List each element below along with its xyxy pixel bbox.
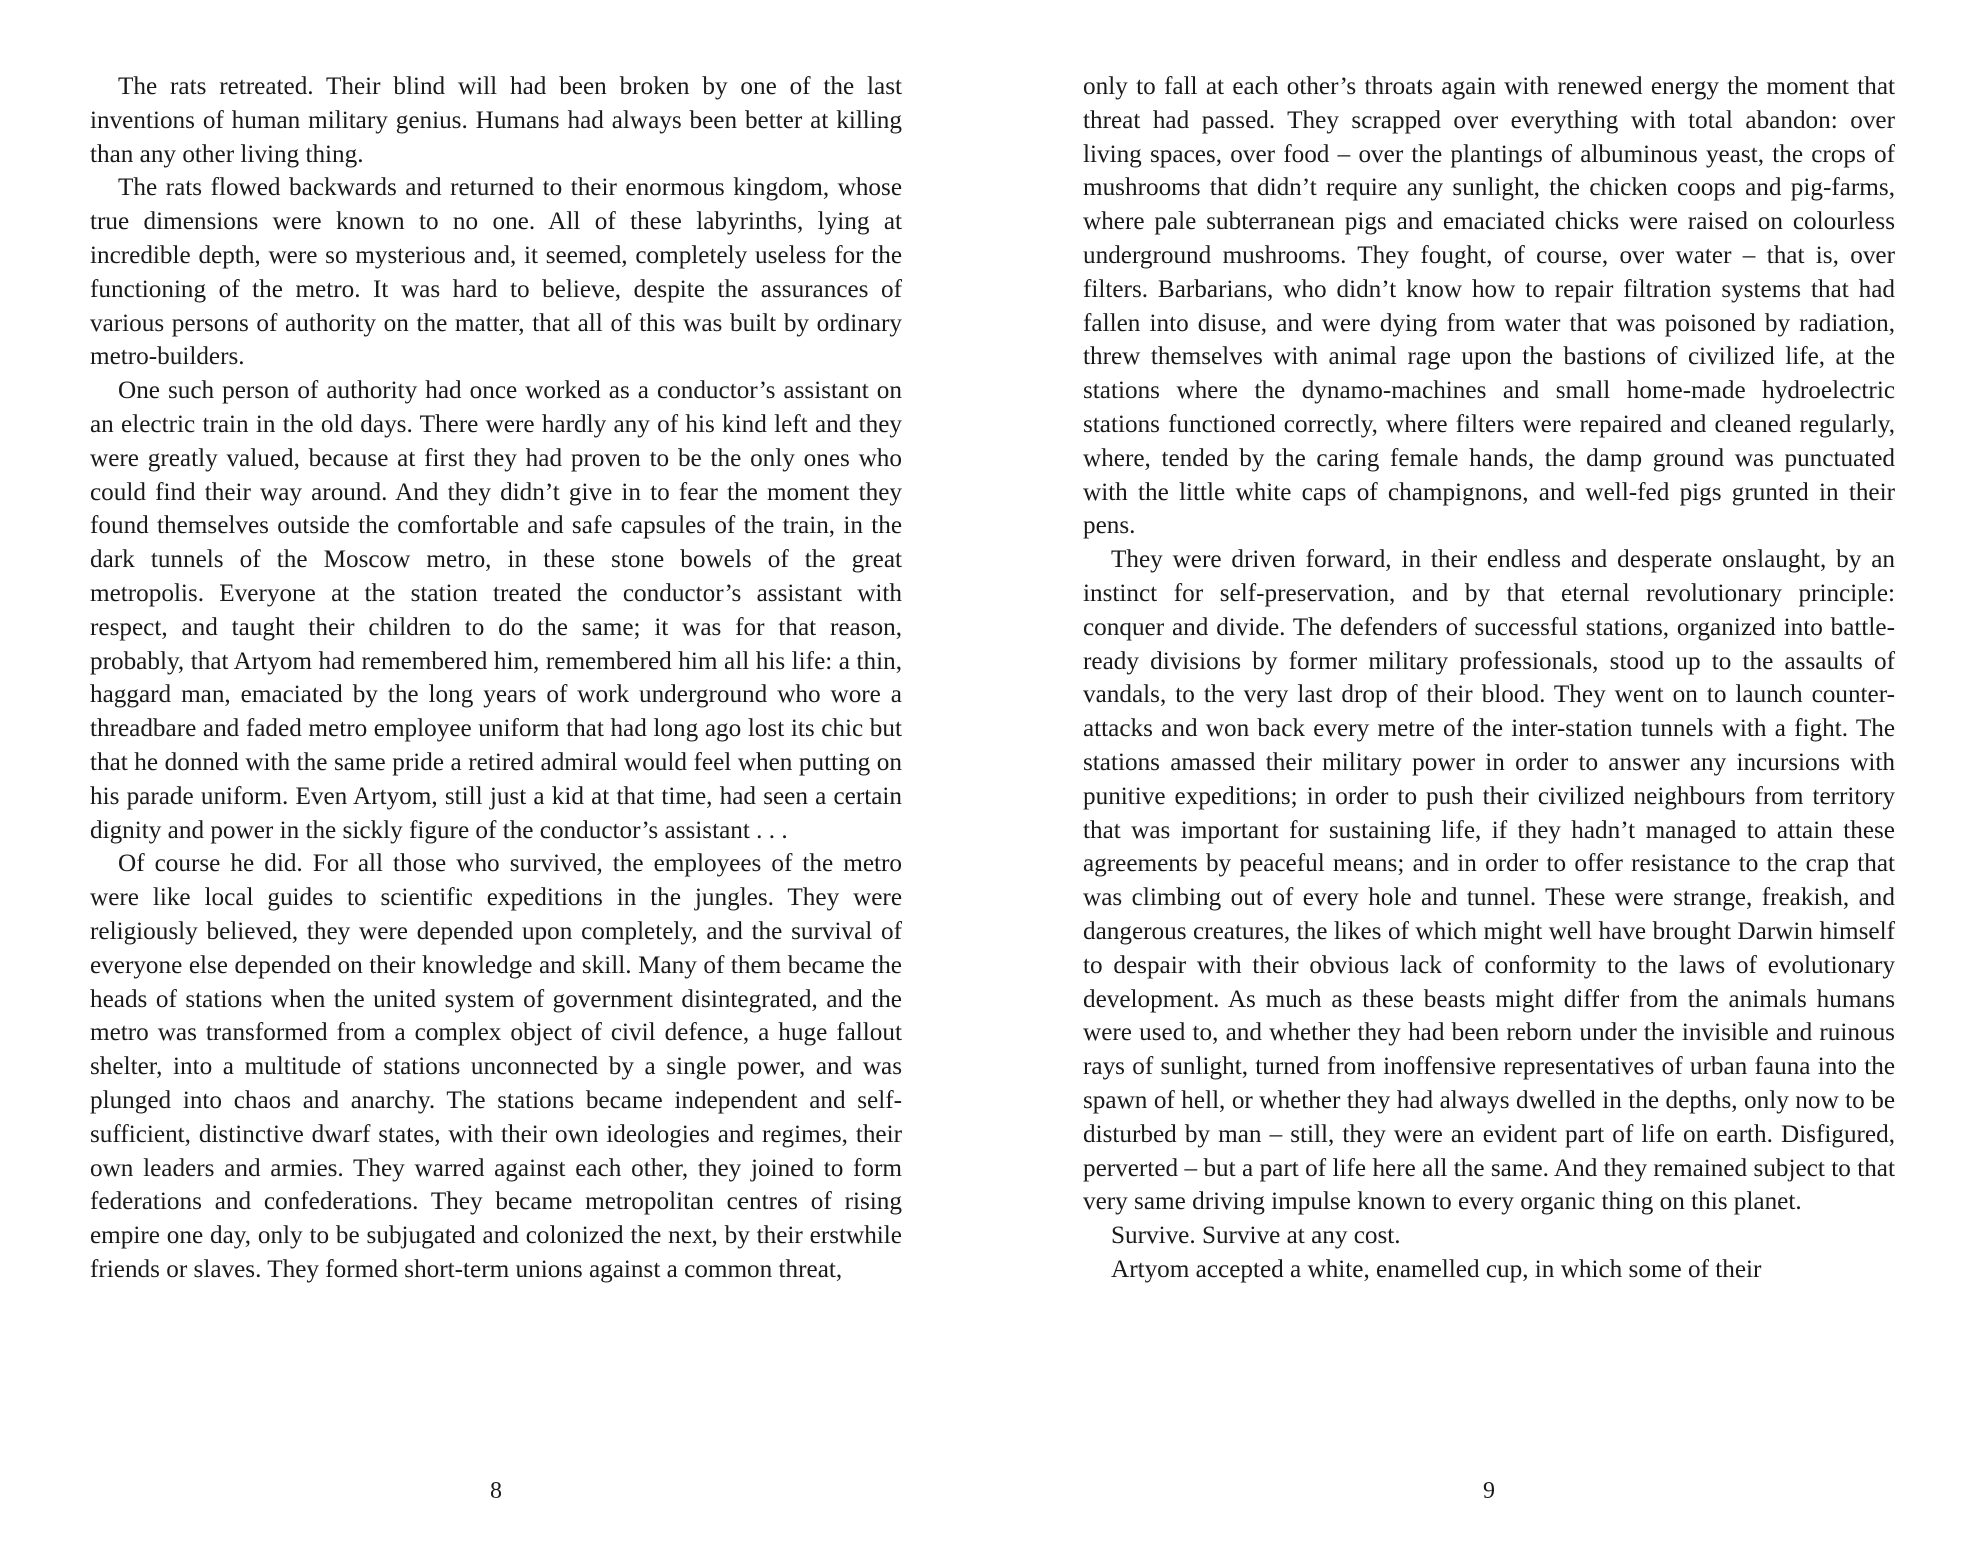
left-page-text (90, 70, 902, 1287)
left-paragraph-3: One such person of authority had once worked as a conductor’s assistant on an electric train in the old days. There were hardly any of his kind left and they were greatly valued, because at first they had proven to be the only ones who could find their way around. And they didn’t give in to fear the moment they found themselves outside the comfortable and safe capsules of the train, in the dark tunnels of the Moscow metro, in these stone bowels of the great metropolis. Everyone at the station treated the conductor’s assistant with respect, and taught their children to do the same; it was for that reason, probably, that Artyom had remembered him, remembered him all his life: a thin, haggard man, emaciated by the long years of work underground who wore a threadbare and faded metro employee uniform that had long ago lost its chic but that he donned with the same pride a retired admiral would feel when putting on his parade uniform. Even Artyom, still just a kid at that time, had seen a certain dignity and power in the sickly figure of the conductor’s assistant . . . (90, 377, 902, 844)
page-number-left: 8 (490, 1478, 502, 1504)
right-page (1083, 70, 1895, 1470)
left-paragraph-2: The rats flowed backwards and returned to their enormous kingdom, whose true dimensions were known to no one. All of these labyrinths, lying at incredible depth, were so mysterious and, it seemed, completely useless for the functioning of the metro. It was hard to believe, despite the assurances of various persons of authority on the matter, that all of this was built by ordinary metro-builders. (90, 174, 902, 371)
left-paragraph-4: Of course he did. For all those who survived, the employees of the metro were like local guides to scientific expeditions in the jungles. They were religiously believed, they were depended upon completely, and the survival of everyone else depended on their knowledge and skill. Many of them became the heads of stations when the united system of government disintegrated, and the metro was transformed from a complex object of civil defence, a huge fallout shelter, into a multitude of stations unconnected by a single power, and was plunged into chaos and anarchy. The stations became independent and self-sufficient, distinctive dwarf states, with their own ideologies and regimes, their own leaders and armies. They warred against each other, they joined to form federations and confederations. They became metropolitan centres of rising empire one day, only to be subjugated and colonized the next, by their erstwhile friends or slaves. They formed short-term unions against a common threat, (90, 850, 902, 1283)
right-paragraph-1: only to fall at each other’s throats again with renewed energy the moment that threat had passed. They scrapped over everything with total abandon: over living spaces, over food – over the plantings of albuminous yeast, the crops of mushrooms that didn’t require any sunlight, the chicken coops and pig-farms, where pale subterranean pigs and emaciated chicks were raised on colourless underground mushrooms. They fought, of course, over water – that is, over filters. Barbarians, who didn’t know how to repair filtration systems that had fallen into disuse, and were dying from water that was poisoned by radiation, threw themselves with animal rage upon the bastions of civilized life, at the stations where the dynamo-machines and small home-made hydroelectric stations functioned correctly, where filters were repaired and cleaned regularly, where, tended by the caring female hands, the damp ground was punctuated with the little white caps of champignons, and well-fed pigs grunted in their pens. (1083, 73, 1895, 540)
right-paragraph-4: Artyom accepted a white, enamelled cup, in which some of their (1111, 1255, 1762, 1283)
right-paragraph-2: They were driven forward, in their endless and desperate onslaught, by an instinct for self-preservation, and by that eternal revolutionary principle: conquer and divide. The defenders of successful stations, organized into battle-ready divisions by former military professionals, stood up to the assaults of vandals, to the very last drop of their blood. They went on to launch counter-attacks and won back every metre of the inter-station tunnels with a fight. The stations amassed their military power in order to answer any incursions with punitive expeditions; in order to push their civilized neighbours from territory that was important for sustaining life, if they hadn’t managed to attain these agreements by peaceful means; and in order to offer resistance to the crap that was climbing out of every hole and tunnel. These were strange, freakish, and dangerous creatures, the likes of which might well have brought Darwin himself to despair with their obvious lack of conformity to the laws of evolutionary development. As much as these beasts might differ from the animals humans were used to, and whether they had been reborn under the invisible and ruinous rays of sunlight, turned from inoffensive representatives of urban fauna into the spawn of hell, or whether they had always dwelled in the depths, only now to be disturbed by man – still, they were an evident part of life on earth. Disfigured, perverted – but a part of life here all the same. And they remained subject to that very same driving impulse known to every organic thing on this planet. (1083, 546, 1895, 1216)
left-page (90, 70, 902, 1470)
right-page-text (1083, 70, 1895, 1287)
page-number-right: 9 (1483, 1478, 1495, 1504)
left-paragraph-1: The rats retreated. Their blind will had been broken by one of the last inventions of human military genius. Humans had always been better at killing than any other living thing. (90, 73, 902, 168)
right-paragraph-3: Survive. Survive at any cost. (1111, 1222, 1401, 1250)
